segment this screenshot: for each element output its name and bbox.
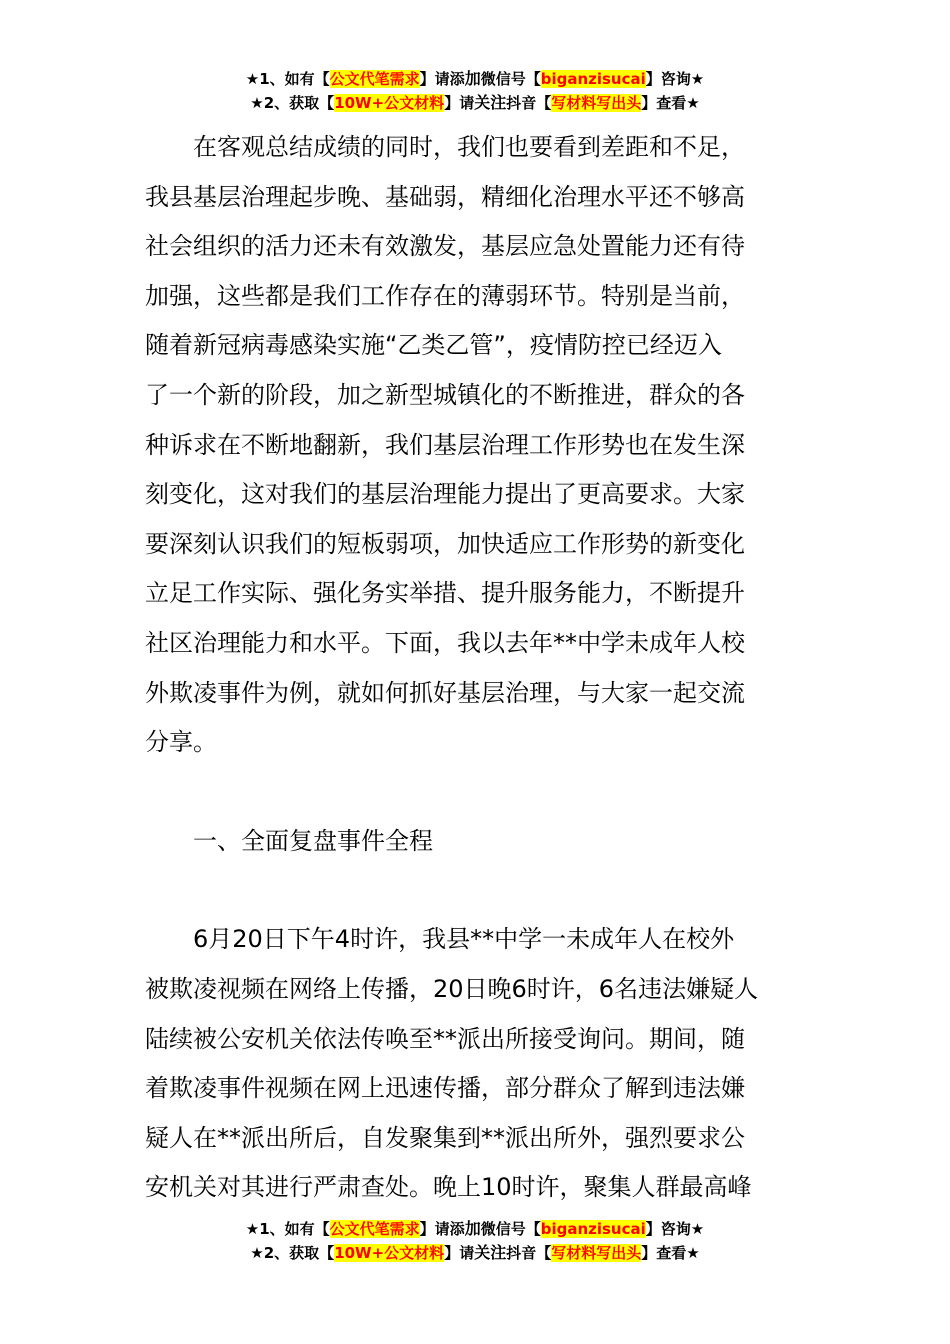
- paragraph-spacer: [145, 768, 810, 817]
- banner-emphasis: 关注: [474, 1243, 507, 1262]
- text-line: 社会组织的活力还未有效激发，基层应急处置能力还有待: [145, 232, 745, 261]
- text-line: 在客观总结成绩的同时，我们也要看到差距和不足，: [193, 133, 745, 161]
- text-line: 立足工作实际、强化务实举措、提升服务能力，不断提升: [145, 579, 745, 608]
- banner-highlight: 公文代笔需求: [329, 1220, 420, 1238]
- text-line: 被欺凌视频在网络上传播，20日晚6时许，6名违法嫌疑人: [145, 974, 759, 1003]
- banner-emphasis: 关注: [474, 93, 507, 112]
- banner-highlight: 10W+公文材料: [334, 94, 445, 112]
- paragraph-2: [145, 915, 810, 1213]
- banner-text: 微信号【: [480, 70, 541, 88]
- banner-line-1: [0, 1217, 950, 1241]
- section-heading: [145, 817, 810, 867]
- banner-text: 】咨询★: [645, 70, 705, 88]
- text-line: 种诉求在不断地翻新，我们基层治理工作形势也在发生深: [145, 430, 745, 459]
- text-line: 刻变化，这对我们的基层治理能力提出了更高要求。大家: [145, 480, 745, 509]
- text-line: 了一个新的阶段，加之新型城镇化的不断推进，群众的各: [145, 380, 745, 409]
- banner-line-2: [0, 91, 950, 115]
- text-line: 疑人在**派出所后，自发聚集到**派出所外，强烈要求公: [145, 1123, 745, 1152]
- banner-highlight: 公文代笔需求: [329, 70, 420, 88]
- text-line: 我县基层治理起步晚、基础弱，精细化治理水平还不够高: [145, 182, 745, 211]
- banner-highlight: biganzisucai: [540, 70, 646, 88]
- text-line: 着欺凌事件视频在网上迅速传播，部分群众了解到违法嫌: [145, 1074, 745, 1103]
- text-line: 外欺凌事件为例，就如何抓好基层治理，与大家一起交流: [145, 678, 745, 707]
- banner-text: 微信号【: [480, 1220, 541, 1238]
- text-line: 安机关对其进行严肃查处。晚上10时许，聚集人群最高峰: [145, 1173, 752, 1202]
- banner-text: ★1、如有【: [245, 1220, 330, 1238]
- footer-banner: [0, 1217, 950, 1265]
- banner-text: ★2、获取【: [250, 94, 335, 112]
- text-line: 6月20日下午4时许，我县**中学一未成年人在校外: [193, 925, 735, 954]
- text-line: 陆续被公安机关依法传唤至**派出所接受询问。期间，随: [145, 1024, 745, 1053]
- text-line: 加强，这些都是我们工作存在的薄弱环节。特别是当前，: [145, 281, 745, 310]
- text-line: 分享。: [145, 728, 217, 757]
- banner-emphasis: 加: [464, 69, 481, 88]
- banner-text: 】请添: [419, 70, 465, 88]
- banner-highlight: biganzisucai: [540, 1220, 646, 1238]
- banner-text: 】请添: [419, 1220, 465, 1238]
- banner-text: ★2、获取【: [250, 1244, 335, 1262]
- banner-highlight: 写材料写出头: [551, 94, 642, 112]
- banner-emphasis: 加: [464, 1219, 481, 1238]
- banner-line-1: [0, 67, 950, 91]
- banner-text: 】查看★: [641, 1244, 700, 1262]
- banner-text: 抖音【: [506, 1244, 552, 1262]
- banner-line-2: [0, 1241, 950, 1265]
- banner-text: 抖音【: [506, 94, 552, 112]
- banner-text: ★1、如有【: [245, 70, 330, 88]
- text-line: 要深刻认识我们的短板弱项，加快适应工作形势的新变化: [145, 529, 745, 558]
- paragraph-spacer: [145, 866, 810, 915]
- banner-text: 】请: [444, 1244, 475, 1262]
- text-line: 社区治理能力和水平。下面，我以去年**中学未成年人校: [145, 628, 745, 657]
- paragraph-1: [145, 123, 810, 768]
- banner-highlight: 写材料写出头: [551, 1244, 642, 1262]
- document-body: [145, 123, 810, 1213]
- banner-text: 】查看★: [641, 94, 700, 112]
- banner-text: 】请: [444, 94, 475, 112]
- banner-highlight: 10W+公文材料: [334, 1244, 445, 1262]
- heading-text: 一、全面复盘事件全程: [193, 826, 433, 855]
- header-banner: [0, 67, 950, 115]
- text-line: 随着新冠病毒感染实施“乙类乙管”，疫情防控已经迈入: [145, 331, 722, 360]
- banner-text: 】咨询★: [645, 1220, 705, 1238]
